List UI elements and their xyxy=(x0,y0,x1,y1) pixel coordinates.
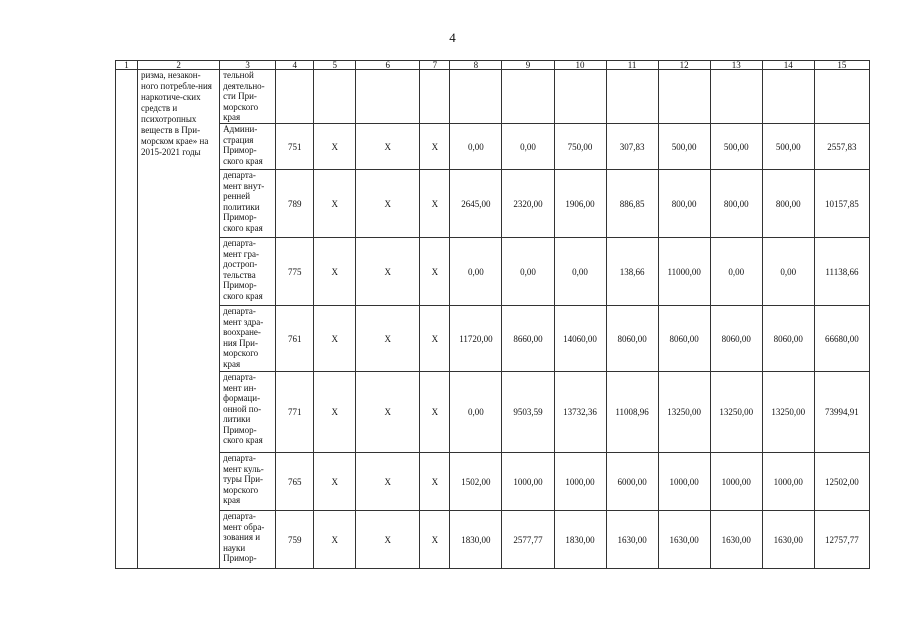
value-cell-col-15: 2557,83 xyxy=(814,124,869,170)
value-cell-col-14: 800,00 xyxy=(762,170,814,238)
program-name-cell: ризма, незакон-ного потребле-ния наркотиче-ских средств и психотропных веществ в При-морском крае» на 2015-2021 годы xyxy=(138,70,220,569)
value-cell-col-11: 886,85 xyxy=(606,170,658,238)
value-cell-col-7 xyxy=(420,70,450,124)
value-cell-col-14: 1630,00 xyxy=(762,511,814,569)
value-cell-col-10: 1000,00 xyxy=(554,453,606,511)
value-cell-col-7: X xyxy=(420,238,450,306)
value-cell-col-11: 6000,00 xyxy=(606,453,658,511)
column-number-13: 13 xyxy=(710,61,762,70)
column-number-6: 6 xyxy=(356,61,420,70)
value-cell-col-12: 1000,00 xyxy=(658,453,710,511)
table-row xyxy=(116,170,870,238)
value-cell-col-15 xyxy=(814,70,869,124)
value-cell-col-6: X xyxy=(356,511,420,569)
value-cell-col-9: 0,00 xyxy=(502,238,554,306)
column-number-2: 2 xyxy=(138,61,220,70)
value-cell-col-13: 0,00 xyxy=(710,238,762,306)
value-cell-col-12 xyxy=(658,70,710,124)
value-cell-col-12: 800,00 xyxy=(658,170,710,238)
column-number-15: 15 xyxy=(814,61,869,70)
organization-cell: департа-мент гра-достроп-тельства Примор-ского края xyxy=(220,238,276,306)
value-cell-col-5: X xyxy=(314,306,356,372)
value-cell-col-8: 1502,00 xyxy=(450,453,502,511)
column-number-5: 5 xyxy=(314,61,356,70)
table-row xyxy=(116,372,870,453)
value-cell-col-9: 2577,77 xyxy=(502,511,554,569)
value-cell-col-5: X xyxy=(314,124,356,170)
value-cell-col-8: 0,00 xyxy=(450,124,502,170)
value-cell-col-6: X xyxy=(356,238,420,306)
value-cell-col-4: 775 xyxy=(276,238,314,306)
organization-cell: департа-мент ин-формаци-онной по-литики Примор-ского края xyxy=(220,372,276,453)
value-cell-col-12: 1630,00 xyxy=(658,511,710,569)
column-number-3: 3 xyxy=(220,61,276,70)
col-1-cell xyxy=(116,70,138,569)
value-cell-col-6 xyxy=(356,70,420,124)
organization-cell: департа-мент здра-воохране-ния При-морского края xyxy=(220,306,276,372)
value-cell-col-11: 307,83 xyxy=(606,124,658,170)
value-cell-col-5: X xyxy=(314,453,356,511)
value-cell-col-7: X xyxy=(420,372,450,453)
value-cell-col-7: X xyxy=(420,453,450,511)
value-cell-col-10 xyxy=(554,70,606,124)
value-cell-col-8: 11720,00 xyxy=(450,306,502,372)
value-cell-col-4: 771 xyxy=(276,372,314,453)
column-number-8: 8 xyxy=(450,61,502,70)
value-cell-col-10: 0,00 xyxy=(554,238,606,306)
budget-table xyxy=(115,60,870,569)
value-cell-col-10: 750,00 xyxy=(554,124,606,170)
value-cell-col-7: X xyxy=(420,306,450,372)
value-cell-col-4: 759 xyxy=(276,511,314,569)
value-cell-col-10: 14060,00 xyxy=(554,306,606,372)
value-cell-col-5: X xyxy=(314,238,356,306)
value-cell-col-8: 2645,00 xyxy=(450,170,502,238)
organization-cell: Админи-страция Примор-ского края xyxy=(220,124,276,170)
value-cell-col-13: 1000,00 xyxy=(710,453,762,511)
value-cell-col-7: X xyxy=(420,511,450,569)
value-cell-col-15: 66680,00 xyxy=(814,306,869,372)
column-number-11: 11 xyxy=(606,61,658,70)
column-number-4: 4 xyxy=(276,61,314,70)
value-cell-col-5: X xyxy=(314,372,356,453)
value-cell-col-14: 0,00 xyxy=(762,238,814,306)
table-body xyxy=(116,70,870,569)
value-cell-col-11: 138,66 xyxy=(606,238,658,306)
column-number-10: 10 xyxy=(554,61,606,70)
value-cell-col-8: 0,00 xyxy=(450,372,502,453)
value-cell-col-7: X xyxy=(420,124,450,170)
value-cell-col-7: X xyxy=(420,170,450,238)
value-cell-col-10: 1830,00 xyxy=(554,511,606,569)
column-number-row xyxy=(116,61,870,70)
value-cell-col-15: 12502,00 xyxy=(814,453,869,511)
value-cell-col-11: 1630,00 xyxy=(606,511,658,569)
organization-cell: департа-мент куль-туры При-морского края xyxy=(220,453,276,511)
value-cell-col-9: 9503,59 xyxy=(502,372,554,453)
value-cell-col-4: 751 xyxy=(276,124,314,170)
value-cell-col-15: 12757,77 xyxy=(814,511,869,569)
value-cell-col-11: 11008,96 xyxy=(606,372,658,453)
value-cell-col-9 xyxy=(502,70,554,124)
column-number-14: 14 xyxy=(762,61,814,70)
value-cell-col-9: 8660,00 xyxy=(502,306,554,372)
table-row xyxy=(116,238,870,306)
value-cell-col-4: 761 xyxy=(276,306,314,372)
value-cell-col-13: 500,00 xyxy=(710,124,762,170)
value-cell-col-11 xyxy=(606,70,658,124)
column-number-9: 9 xyxy=(502,61,554,70)
value-cell-col-5: X xyxy=(314,511,356,569)
table-row xyxy=(116,453,870,511)
value-cell-col-4 xyxy=(276,70,314,124)
value-cell-col-15: 73994,91 xyxy=(814,372,869,453)
value-cell-col-4: 789 xyxy=(276,170,314,238)
value-cell-col-13: 1630,00 xyxy=(710,511,762,569)
value-cell-col-9: 1000,00 xyxy=(502,453,554,511)
organization-cell: департа-мент обра-зования и науки Примор- xyxy=(220,511,276,569)
value-cell-col-13: 800,00 xyxy=(710,170,762,238)
value-cell-col-9: 0,00 xyxy=(502,124,554,170)
value-cell-col-11: 8060,00 xyxy=(606,306,658,372)
value-cell-col-13: 8060,00 xyxy=(710,306,762,372)
page-number: 4 xyxy=(449,30,456,45)
value-cell-col-13 xyxy=(710,70,762,124)
organization-cell: тельной деятельно-сти При-морского края xyxy=(220,70,276,124)
value-cell-col-14 xyxy=(762,70,814,124)
value-cell-col-6: X xyxy=(356,124,420,170)
value-cell-col-6: X xyxy=(356,372,420,453)
value-cell-col-15: 10157,85 xyxy=(814,170,869,238)
organization-cell: департа-мент внут-ренней политики Примор-ского края xyxy=(220,170,276,238)
value-cell-col-10: 1906,00 xyxy=(554,170,606,238)
value-cell-col-12: 500,00 xyxy=(658,124,710,170)
value-cell-col-14: 1000,00 xyxy=(762,453,814,511)
value-cell-col-14: 500,00 xyxy=(762,124,814,170)
value-cell-col-12: 8060,00 xyxy=(658,306,710,372)
value-cell-col-8: 0,00 xyxy=(450,238,502,306)
value-cell-col-13: 13250,00 xyxy=(710,372,762,453)
value-cell-col-5 xyxy=(314,70,356,124)
table-row xyxy=(116,511,870,569)
table-row xyxy=(116,124,870,170)
value-cell-col-15: 11138,66 xyxy=(814,238,869,306)
value-cell-col-8 xyxy=(450,70,502,124)
value-cell-col-4: 765 xyxy=(276,453,314,511)
table-row xyxy=(116,70,870,124)
value-cell-col-5: X xyxy=(314,170,356,238)
column-number-1: 1 xyxy=(116,61,138,70)
table-row xyxy=(116,306,870,372)
value-cell-col-8: 1830,00 xyxy=(450,511,502,569)
value-cell-col-9: 2320,00 xyxy=(502,170,554,238)
value-cell-col-14: 13250,00 xyxy=(762,372,814,453)
value-cell-col-12: 11000,00 xyxy=(658,238,710,306)
value-cell-col-10: 13732,36 xyxy=(554,372,606,453)
value-cell-col-6: X xyxy=(356,170,420,238)
column-number-12: 12 xyxy=(658,61,710,70)
value-cell-col-14: 8060,00 xyxy=(762,306,814,372)
value-cell-col-6: X xyxy=(356,453,420,511)
value-cell-col-6: X xyxy=(356,306,420,372)
column-number-7: 7 xyxy=(420,61,450,70)
value-cell-col-12: 13250,00 xyxy=(658,372,710,453)
